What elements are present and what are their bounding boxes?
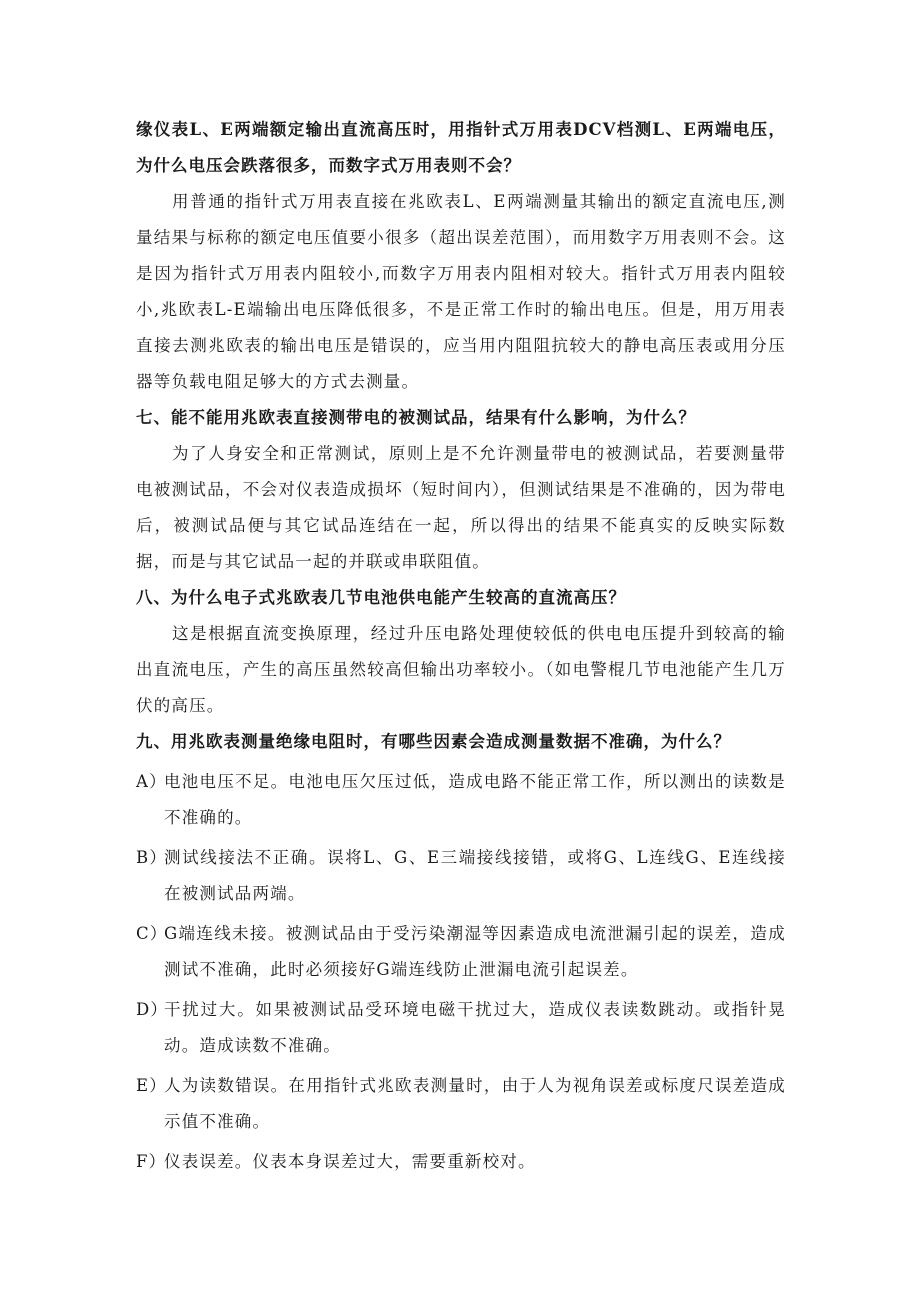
list-item-text: 测试线接法不正确。误将L、G、E三端接线接错，或将G、L连线G、E连线接在被测试品两端。 — [164, 848, 786, 903]
list-marker: D） — [136, 1000, 169, 1019]
list-item-d — [136, 992, 786, 1064]
list-marker: E） — [136, 1076, 167, 1095]
list-item-f — [136, 1144, 786, 1180]
list-marker: C） — [136, 924, 168, 943]
list-item-text: 人为读数错误。在用指针式兆欧表测量时，由于人为视角误差或标度尺误差造成示值不准确。 — [164, 1076, 786, 1131]
document-body — [136, 112, 786, 1180]
question-6-answer: 用普通的指针式万用表直接在兆欧表L、E两端测量其输出的额定直流电压,测量结果与标称的额定电压值要小很多（超出误差范围），而用数字万用表则不会。这是因为指针式万用表内阻较小,而数字万用表内阻相对较大。指针式万用表内阻较小,兆欧表L-E端输出电压降低很多，不是正常工作时的输出电压。但是，用万用表直接去测兆欧表的输出电压是错误的，应当用内阻阻抗较大的静电高压表或用分压器等负载电阻足够大的方式去测量。 — [136, 192, 786, 391]
list-item-c — [136, 916, 786, 988]
list-marker: A） — [136, 772, 167, 791]
list-item-text: 仪表误差。仪表本身误差过大，需要重新校对。 — [164, 1152, 536, 1171]
list-item-a — [136, 764, 786, 836]
question-6-heading-continued: 缘仪表L、E两端额定输出直流高压时，用指针式万用表DCV档测L、E两端电压，为什么电压会跌落很多，而数字式万用表则不会？ — [136, 120, 786, 175]
question-9-heading: 九、用兆欧表测量绝缘电阻时，有哪些因素会造成测量数据不准确，为什么？ — [136, 732, 731, 751]
question-8-answer: 这是根据直流变换原理，经过升压电路处理使较低的供电电压提升到较高的输出直流电压，产生的高压虽然较高但输出功率较小。（如电警棍几节电池能产生几万伏的高压。 — [136, 624, 786, 715]
list-item-e — [136, 1068, 786, 1140]
question-9-list — [136, 764, 786, 1180]
list-marker: F） — [136, 1152, 167, 1171]
question-7-heading: 七、能不能用兆欧表直接测带电的被测试品，结果有什么影响，为什么？ — [136, 408, 696, 427]
list-item-text: 电池电压不足。电池电压欠压过低，造成电路不能正常工作，所以测出的读数是不准确的。 — [164, 772, 786, 827]
list-marker: B） — [136, 848, 168, 867]
question-8-heading: 八、为什么电子式兆欧表几节电池供电能产生较高的直流高压？ — [136, 588, 626, 607]
list-item-text: G端连线未接。被测试品由于受污染潮湿等因素造成电流泄漏引起的误差，造成测试不准确，此时必须接好G端连线防止泄漏电流引起误差。 — [164, 924, 786, 979]
list-item-b — [136, 840, 786, 912]
list-item-text: 干扰过大。如果被测试品受环境电磁干扰过大，造成仪表读数跳动。或指针晃动。造成读数不准确。 — [164, 1000, 786, 1055]
question-7-answer: 为了人身安全和正常测试，原则上是不允许测量带电的被测试品，若要测量带电被测试品，不会对仪表造成损坏（短时间内），但测试结果是不准确的，因为带电后，被测试品便与其它试品连结在一起，所以得出的结果不能真实的反映实际数据，而是与其它试品一起的并联或串联阻值。 — [136, 444, 786, 571]
